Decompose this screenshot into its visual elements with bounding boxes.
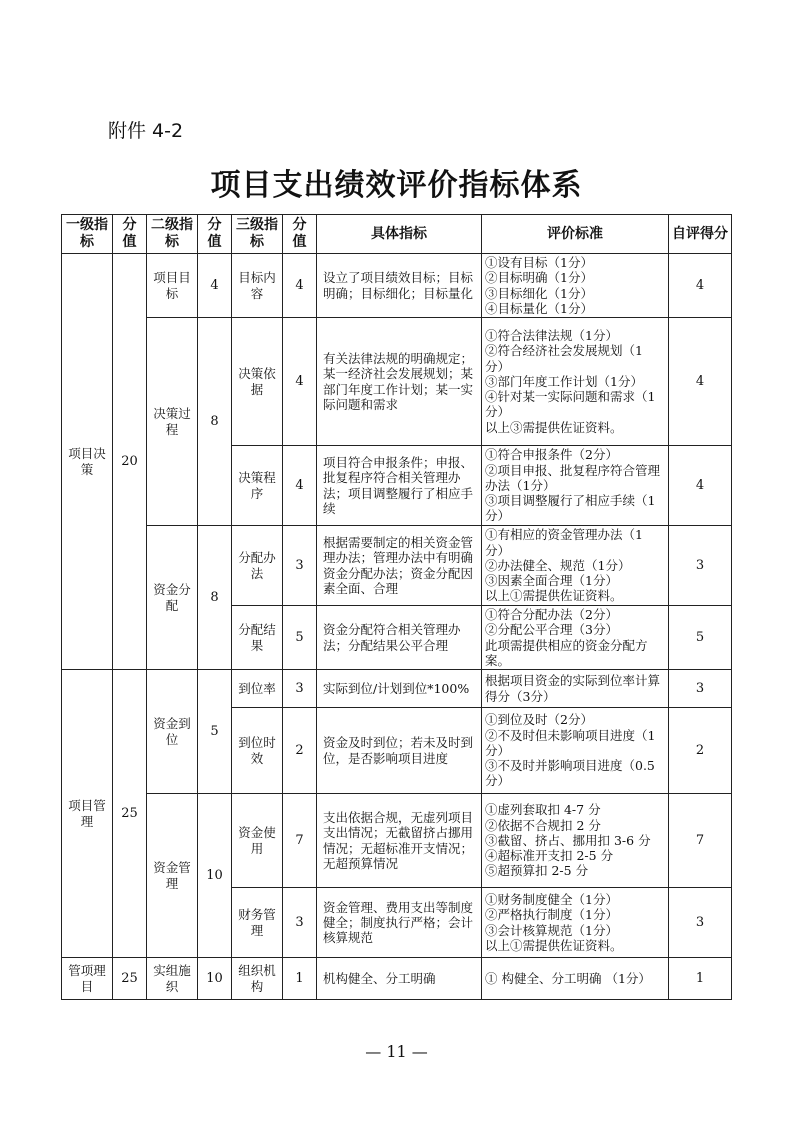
level3-name: 决策依据 [232,318,283,446]
level3-score: 3 [283,888,317,958]
self-score: 3 [669,526,732,606]
level2-target-score: 4 [198,254,232,318]
level2-org-score: 10 [198,958,232,1000]
level3-score: 4 [283,446,317,526]
table-row [62,670,732,708]
self-score: 5 [669,606,732,670]
table-row [62,254,732,318]
indicator-text: 支出依据合规，无虚列项目支出情况；无截留挤占挪用情况；无超标准开支情况；无超预算情况 [317,794,482,888]
level2-process: 决策过程 [147,318,198,526]
level3-score: 5 [283,606,317,670]
level3-name: 到位率 [232,670,283,708]
level3-name: 组织机构 [232,958,283,1000]
level3-score: 4 [283,318,317,446]
header-level1: 一级指标 [62,215,113,254]
level2-allocation: 资金分配 [147,526,198,670]
self-score: 3 [669,670,732,708]
indicator-text: 根据需要制定的相关资金管理办法；管理办法中有明确资金分配办法；资金分配因素全面、合理 [317,526,482,606]
self-score: 2 [669,708,732,794]
indicator-text: 资金及时到位；若未及时到位，是否影响项目进度 [317,708,482,794]
indicator-text: 项目符合申报条件；申报、批复程序符合相关管理办法；项目调整履行了相应手续 [317,446,482,526]
indicator-text: 资金分配符合相关管理办法；分配结果公平合理 [317,606,482,670]
level1-management: 项目管理 [62,670,113,958]
level3-score: 7 [283,794,317,888]
self-score: 4 [669,318,732,446]
level1-decision: 项目决策 [62,254,113,670]
level3-name: 财务管理 [232,888,283,958]
self-score: 4 [669,446,732,526]
level3-name: 到位时效 [232,708,283,794]
indicator-text: 机构健全、分工明确 [317,958,482,1000]
header-criteria: 评价标准 [482,215,669,254]
criteria-text: ①符合分配办法（2分） ②分配公平合理（3分） 此项需提供相应的资金分配方案。 [482,606,669,670]
level3-name: 分配办法 [232,526,283,606]
table-row [62,526,732,606]
header-indicator: 具体指标 [317,215,482,254]
level3-name: 决策程序 [232,446,283,526]
criteria-text: ①符合申报条件（2分） ②项目申报、批复程序符合管理办法（1分） ③项目调整履行了相应手续（1分） [482,446,669,526]
indicator-text: 有关法律法规的明确规定；某一经济社会发展规划；某部门年度工作计划；某一实际问题和需求 [317,318,482,446]
level3-score: 2 [283,708,317,794]
page-number: — 11 — [365,1042,428,1061]
indicator-text: 资金管理、费用支出等制度健全；制度执行严格；会计核算规范 [317,888,482,958]
level3-score: 4 [283,254,317,318]
self-score: 4 [669,254,732,318]
level3-score: 1 [283,958,317,1000]
criteria-text: ①符合法律法规（1分） ②符合经济社会发展规划（1分） ③部门年度工作计划（1分） ④针对某一实际问题和需求（1分） 以上③需提供佐证资料。 [482,318,669,446]
level1-last-score: 25 [113,958,147,1000]
page-title: 项目支出绩效评价指标体系 [210,168,583,203]
criteria-text: ①财务制度健全（1分） ②严格执行制度（1分） ③会计核算规范（1分） 以上①需提供佐证资料。 [482,888,669,958]
level2-fund-management: 资金管理 [147,794,198,958]
level1-last: 管项理目 [62,958,113,1000]
level2-org: 实组施织 [147,958,198,1000]
indicator-text: 实际到位/计划到位*100% [317,670,482,708]
criteria-text: ①有相应的资金管理办法（1分） ②办法健全、规范（1分） ③因素全面合理（1分） 以上①需提供佐证资料。 [482,526,669,606]
level3-name: 目标内容 [232,254,283,318]
criteria-text: ①到位及时（2分） ②不及时但未影响项目进度（1分） ③不及时并影响项目进度（0.5分） [482,708,669,794]
header-level2: 二级指标 [147,215,198,254]
level1-decision-score: 20 [113,254,147,670]
table-row [62,318,732,446]
self-score: 1 [669,958,732,1000]
level2-fund-management-score: 10 [198,794,232,958]
attachment-label: 附件 4-2 [108,120,184,142]
evaluation-table [61,214,732,1000]
table-row [62,794,732,888]
table-row [62,958,732,1000]
header-score2: 分值 [198,215,232,254]
table-header-row [62,215,732,254]
self-score: 7 [669,794,732,888]
header-level3: 三级指标 [232,215,283,254]
level2-process-score: 8 [198,318,232,526]
level2-target: 项目目标 [147,254,198,318]
criteria-text: ①设有目标（1分） ②目标明确（1分） ③目标细化（1分） ④目标量化（1分） [482,254,669,318]
criteria-text: ①虚列套取扣 4-7 分 ②依据不合规扣 2 分 ③截留、挤占、挪用扣 3-6 分 ④超标准开支扣 2-5 分 ⑤超预算扣 2-5 分 [482,794,669,888]
header-score1: 分值 [113,215,147,254]
level2-arrival-score: 5 [198,670,232,794]
level3-name: 分配结果 [232,606,283,670]
header-score3: 分值 [283,215,317,254]
criteria-text: 根据项目资金的实际到位率计算得分（3分） [482,670,669,708]
indicator-text: 设立了项目绩效目标；目标明确；目标细化；目标量化 [317,254,482,318]
criteria-text: ① 构健全、分工明确 （1分） [482,958,669,1000]
level2-arrival: 资金到位 [147,670,198,794]
self-score: 3 [669,888,732,958]
header-self-score: 自评得分 [669,215,732,254]
level3-name: 资金使用 [232,794,283,888]
level2-allocation-score: 8 [198,526,232,670]
level3-score: 3 [283,670,317,708]
level3-score: 3 [283,526,317,606]
level1-management-score: 25 [113,670,147,958]
